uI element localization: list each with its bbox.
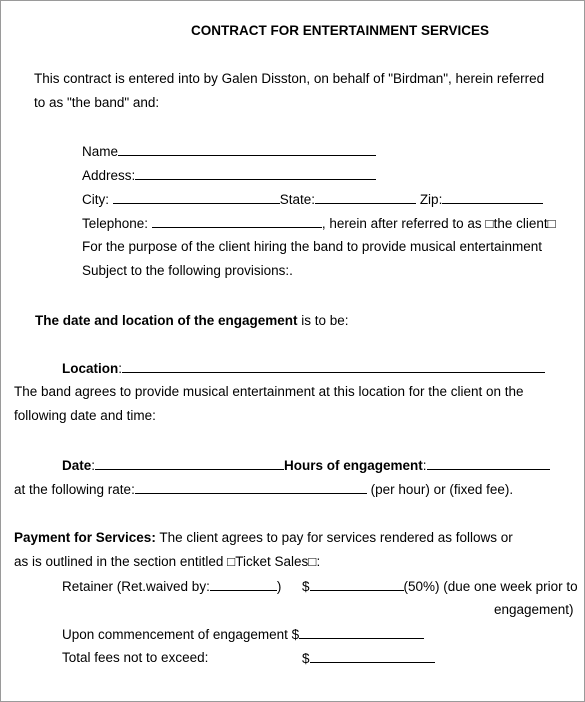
name-row [82,143,376,160]
retainer-dollar: $ [302,579,310,594]
total-row [62,650,208,666]
purpose-line: For the purpose of the client hiring the band to provide musical entertainment [82,239,543,254]
rate-prefix: at the following rate: [14,482,135,497]
name-field[interactable] [118,143,376,156]
city-field[interactable] [113,191,280,204]
hours-field[interactable] [427,457,550,470]
commencement-label: Upon commencement of engagement $ [62,627,300,642]
agree-line-1: The band agrees to provide musical entertainment at this location for the client on the [14,384,524,399]
state-label: State: [279,192,316,207]
telephone-row [82,215,556,232]
city-row [82,191,543,208]
zip-label: Zip: [419,192,443,207]
payment-heading: Payment for Services: [14,530,156,545]
city-label: City: [82,192,109,207]
location-row [62,360,545,377]
retainer-amount-field[interactable] [310,578,404,591]
rate-row [14,481,513,498]
retainer-close: ) [276,579,282,594]
payment-heading-row [14,530,513,546]
location-colon: : [118,361,123,376]
total-label: Total fees not to exceed: [62,650,209,665]
telephone-label: Telephone: [82,216,149,231]
retainer-terms-2: engagement) [494,602,574,617]
location-label: Location [62,361,119,376]
retainer-amount-row [302,578,578,595]
payment-line-2: as is outlined in the section entitled □Ticket Sales□: [14,554,321,569]
hours-colon: : [422,458,427,473]
retainer-label: Retainer (Ret.waived by: [62,579,210,594]
address-row [82,167,376,184]
engagement-heading [35,313,349,329]
intro-line-2: to as "the band" and: [34,95,160,110]
location-field[interactable] [122,360,545,373]
hours-label: Hours of engagement [284,458,423,473]
engagement-heading-rest: is to be: [297,313,349,328]
address-label: Address: [82,168,136,183]
commencement-field[interactable] [299,626,424,639]
date-field[interactable] [95,457,284,470]
payment-line-1: The client agrees to pay for services rendered as follows or [155,530,513,545]
intro-line-1: This contract is entered into by Galen Disston, on behalf of "Birdman", herein referred [34,71,545,86]
telephone-suffix: , herein after referred to as □the client□ [321,216,556,231]
retainer-row [62,578,281,595]
engagement-heading-bold: The date and location of the engagement [35,313,298,328]
commencement-row [62,626,424,643]
address-field[interactable] [135,167,376,180]
rate-field[interactable] [135,481,367,494]
provisions-line: Subject to the following provisions:. [82,263,293,278]
date-colon: : [91,458,96,473]
date-label: Date [62,458,92,473]
retainer-terms: (50%) (due one week prior to [403,579,578,594]
zip-field[interactable] [442,191,543,204]
name-label: Name [82,144,119,159]
date-hours-row [62,457,550,474]
rate-suffix: (per hour) or (fixed fee). [366,482,514,497]
total-field[interactable] [310,650,435,663]
telephone-field[interactable] [152,215,322,228]
total-amount-row [302,650,435,667]
document-title: CONTRACT FOR ENTERTAINMENT SERVICES [191,23,490,38]
total-dollar: $ [302,651,310,666]
state-field[interactable] [315,191,416,204]
agree-line-2: following date and time: [14,408,156,423]
retainer-waived-field[interactable] [210,578,277,591]
